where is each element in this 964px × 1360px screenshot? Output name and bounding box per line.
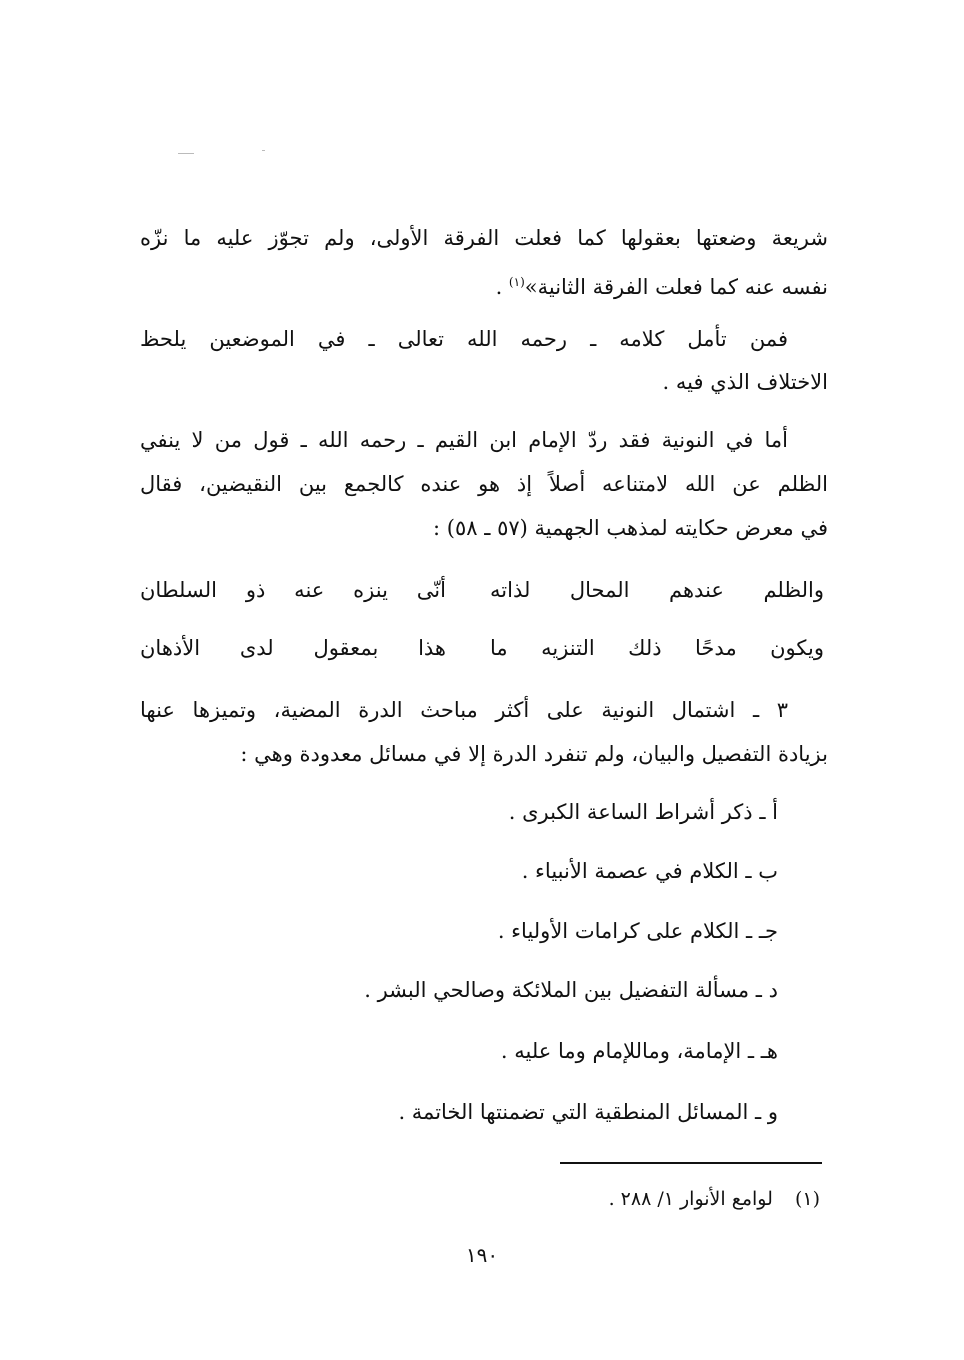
footnote-number: (١)	[794, 1188, 820, 1210]
paragraph-3-line-3: في معرض حكايته لمذهب الجهمية (٥٧ ـ ٥٨) :	[433, 516, 828, 540]
list-item-5: هـ ـ الإمامة، وماللإمام وما عليه .	[500, 1039, 778, 1063]
paragraph-1-end: .	[495, 275, 509, 299]
footnote-text: لوامع الأنوار ١/ ٢٨٨ .	[608, 1188, 773, 1210]
footnote	[609, 1182, 820, 1216]
footnote-reference[interactable]: (١)	[508, 275, 525, 289]
paragraph-4-line-2: بزيادة التفصيل والبيان، ولم تنفرد الدرة إلا في مسائل معدودة وهي :	[240, 742, 828, 766]
paragraph-1-line-2	[140, 262, 828, 302]
scan-speck	[262, 150, 265, 151]
verse-2-first-hemistich: ويكون مدحًا ذلك التنزيه ما	[490, 636, 824, 660]
list-item-1: أ ـ ذكر أشراط الساعة الكبرى .	[508, 800, 778, 824]
verse-1-first-hemistich: والظلم عندهم المحال لذاته	[490, 578, 824, 602]
footnote-separator	[560, 1162, 822, 1164]
paragraph-1-line-1: شريعة وضعتها بعقولها كما فعلت الفرقة الأولى، ولم تجوّز عليه ما نزّه	[140, 226, 828, 250]
list-item-4: د ـ مسألة التفضيل بين الملائكة وصالحي البشر .	[364, 978, 778, 1002]
paragraph-1-line-2-text: نفسه عنه كما فعلت الفرقة الثانية»	[524, 275, 828, 299]
scan-speck	[178, 153, 194, 154]
list-item-2: ب ـ الكلام في عصمة الأنبياء .	[521, 859, 778, 883]
verse-2-second-hemistich: هذا بمعقول لدى الأذهان	[140, 636, 446, 660]
paragraph-3-line-1: أما في النونية فقد ردّ الإمام ابن القيم ـ رحمه الله ـ قول من لا ينفي	[140, 428, 788, 452]
list-item-6: و ـ المسائل المنطقية التي تضمنتها الخاتمة .	[398, 1100, 778, 1124]
paragraph-3-line-2: الظلم عن الله لامتناعه أصلاً إذ هو عنده كالجمع بين النقيضين، فقال	[140, 472, 828, 496]
verse-1-second-hemistich: أنّى ينزه عنه ذو السلطان	[140, 578, 446, 602]
paragraph-2-line-1: فمن تأمل كلامه ـ رحمه الله تعالى ـ في الموضعين يلحظ	[140, 327, 788, 351]
page-number: ١٩٠	[465, 1243, 499, 1267]
paragraph-4-line-1: ٣ ـ اشتمال النونية على أكثر مباحث الدرة المضية، وتميزها عنها	[140, 698, 788, 722]
paragraph-2-line-2: الاختلاف الذي فيه .	[662, 370, 828, 394]
list-item-3: جـ ـ الكلام على كرامات الأولياء .	[497, 919, 778, 943]
